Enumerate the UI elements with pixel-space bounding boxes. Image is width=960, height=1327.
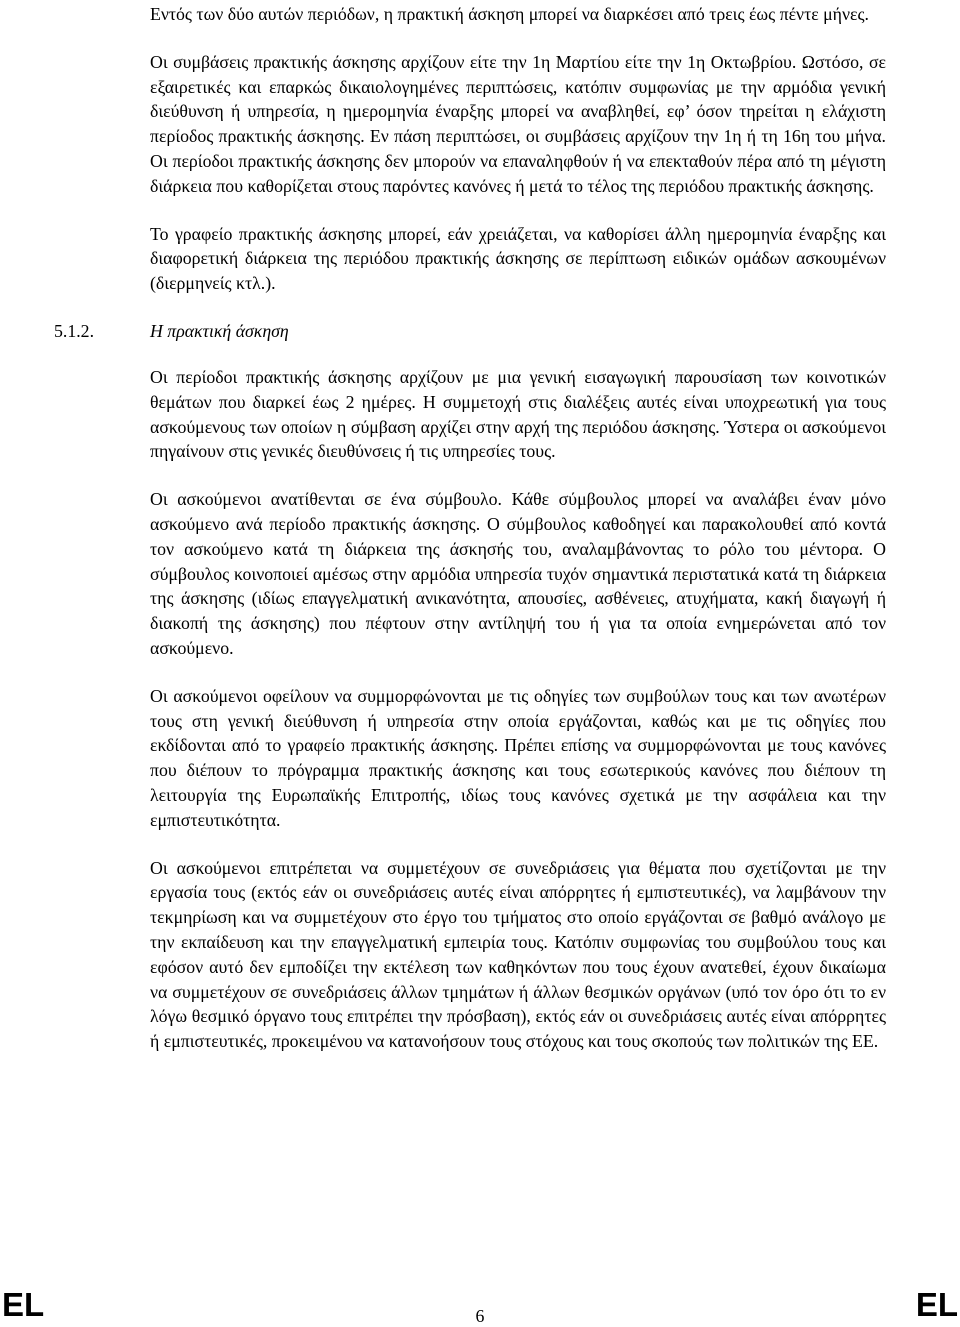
paragraph-contract-start-dates: Οι συμβάσεις πρακτικής άσκησης αρχίζουν είτε την 1η Μαρτίου είτε την 1η Οκτωβρίου. Ωστόσο, σε εξαιρετικές και επαρκώς δικαιολογημένες περιπτώσεις, κατόπιν συμφωνίας με την αρμόδια γενική διεύθυνση ή υπηρεσία, η ημερομηνία έναρξης μπορεί να αναβληθεί, εφ’ όσον τηρείται η ελάχιστη περίοδος πρακτικής άσκησης. Εν πάση περιπτώσει, οι συμβάσεις αρχίζουν την 1η ή τη 16η του μήνα. Οι περίοδοι πρακτικής άσκησης δεν μπορούν να επαναληφθούν ή να επεκταθούν πέρα από τη μέγιστη διάρκεια που καθορίζεται στους παρόντες κανόνες ή μετά το τέλος της περιόδου πρακτικής άσκησης. [150, 51, 886, 196]
paragraph-introduction: Οι περίοδοι πρακτικής άσκησης αρχίζουν με μια γενική εισαγωγική παρουσίαση των κοινοτικών θεμάτων που διαρκεί έως 2 ημέρες. Η συμμετοχή στις διαλέξεις αυτές είναι υποχρεωτική για τους ασκούμενους των οποίων η σύμβαση αρχίζει στην αρχή της περιόδου άσκησης. Ύστερα οι ασκούμενοι πηγαίνουν στις γενικές διευθύνσεις ή τις υπηρεσίες τους. [150, 366, 886, 462]
section-number: 5.1.2. [54, 320, 95, 341]
footer-language-left: EL [2, 1286, 45, 1323]
section-heading [54, 319, 886, 344]
document-body [54, 2, 886, 1077]
paragraph-special-groups: Το γραφείο πρακτικής άσκησης μπορεί, εάν χρειάζεται, να καθορίσει άλλη ημερομηνία έναρξης και διαφορετική διάρκεια της περιόδου πρακτικής άσκησης σε περίπτωση ειδικών ομάδων ασκουμένων (διερμηνείς κτλ.). [150, 223, 886, 294]
paragraph-internship-duration: Εντός των δύο αυτών περιόδων, η πρακτική άσκηση μπορεί να διαρκέσει από τρεις έως πέντε μήνες. [150, 4, 869, 24]
page-number: 6 [475, 1306, 485, 1326]
paragraph-obligations: Οι ασκούμενοι οφείλουν να συμμορφώνονται με τις οδηγίες των συμβούλων τους και των ανωτέρων τους στη γενική διεύθυνση ή υπηρεσία στην οποία εργάζονται, καθώς και με τις οδηγίες που εκδίδονται από το γραφείο πρακτικής άσκησης. Πρέπει επίσης να συμμορφώνονται με τους κανόνες που διέπουν το πρόγραμμα πρακτικής άσκησης και τους εσωτερικούς κανόνες που διέπουν τη λειτουργία της Ευρωπαϊκής Επιτροπής, ιδίως τους κανόνες σχετικά με την ασφάλεια και την εμπιστευτικότητα. [150, 685, 886, 830]
section-title: Η πρακτική άσκηση [150, 320, 289, 341]
footer-language-right: EL [915, 1286, 958, 1323]
paragraph-meetings: Οι ασκούμενοι επιτρέπεται να συμμετέχουν σε συνεδριάσεις για θέματα που σχετίζονται με την εργασία τους (εκτός εάν οι συνεδριάσεις αυτές είναι απόρρητες ή εμπιστευτικές), να λαμβάνουν την τεκμηρίωση και να συμμετέχουν στο έργο του τμήματος στο οποίο εργάζονται σε βαθμό ανάλογο με την εκπαίδευση και την επαγγελματική εμπειρία τους. Κατόπιν συμφωνίας του συμβούλου τους και εφόσον αυτό δεν εμποδίζει την εκτέλεση των καθηκόντων που τους έχουν ανατεθεί, έχουν δικαίωμα να συμμετέχουν σε συνεδριάσεις άλλων τμημάτων ή άλλων θεσμικών οργάνων (υπό τον όρο ότι το εν λόγω θεσμικό όργανο τους επιτρέπει την πρόσβαση), εκτός εάν οι συνεδριάσεις αυτές είναι απόρρητες ή εμπιστευτικές, προκειμένου να κατανοήσουν τους στόχους και τους σκοπούς των πολιτικών της ΕΕ. [150, 857, 886, 1052]
paragraph-advisor: Οι ασκούμενοι ανατίθενται σε ένα σύμβουλο. Κάθε σύμβουλος μπορεί να αναλάβει έναν μόνο ασκούμενο ανά περίοδο πρακτικής άσκησης. Ο σύμβουλος καθοδηγεί και παρακολουθεί από κοντά τον ασκούμενο κατά τη διάρκεια της άσκησής του, αναλαμβάνοντας το ρόλο του μέντορα. Ο σύμβουλος κοινοποιεί αμέσως στην αρμόδια υπηρεσία τυχόν σημαντικά περιστατικά κατά τη διάρκεια της άσκησης (ιδίως επαγγελματική ανικανότητα, απουσίες, ασθένειες, ατυχήματα, κακή διαγωγή ή διακοπή της άσκησης) που πέφτουν στην αντίληψή του ή για τα οποία ενημερώνεται από τον ασκούμενο. [150, 489, 886, 658]
